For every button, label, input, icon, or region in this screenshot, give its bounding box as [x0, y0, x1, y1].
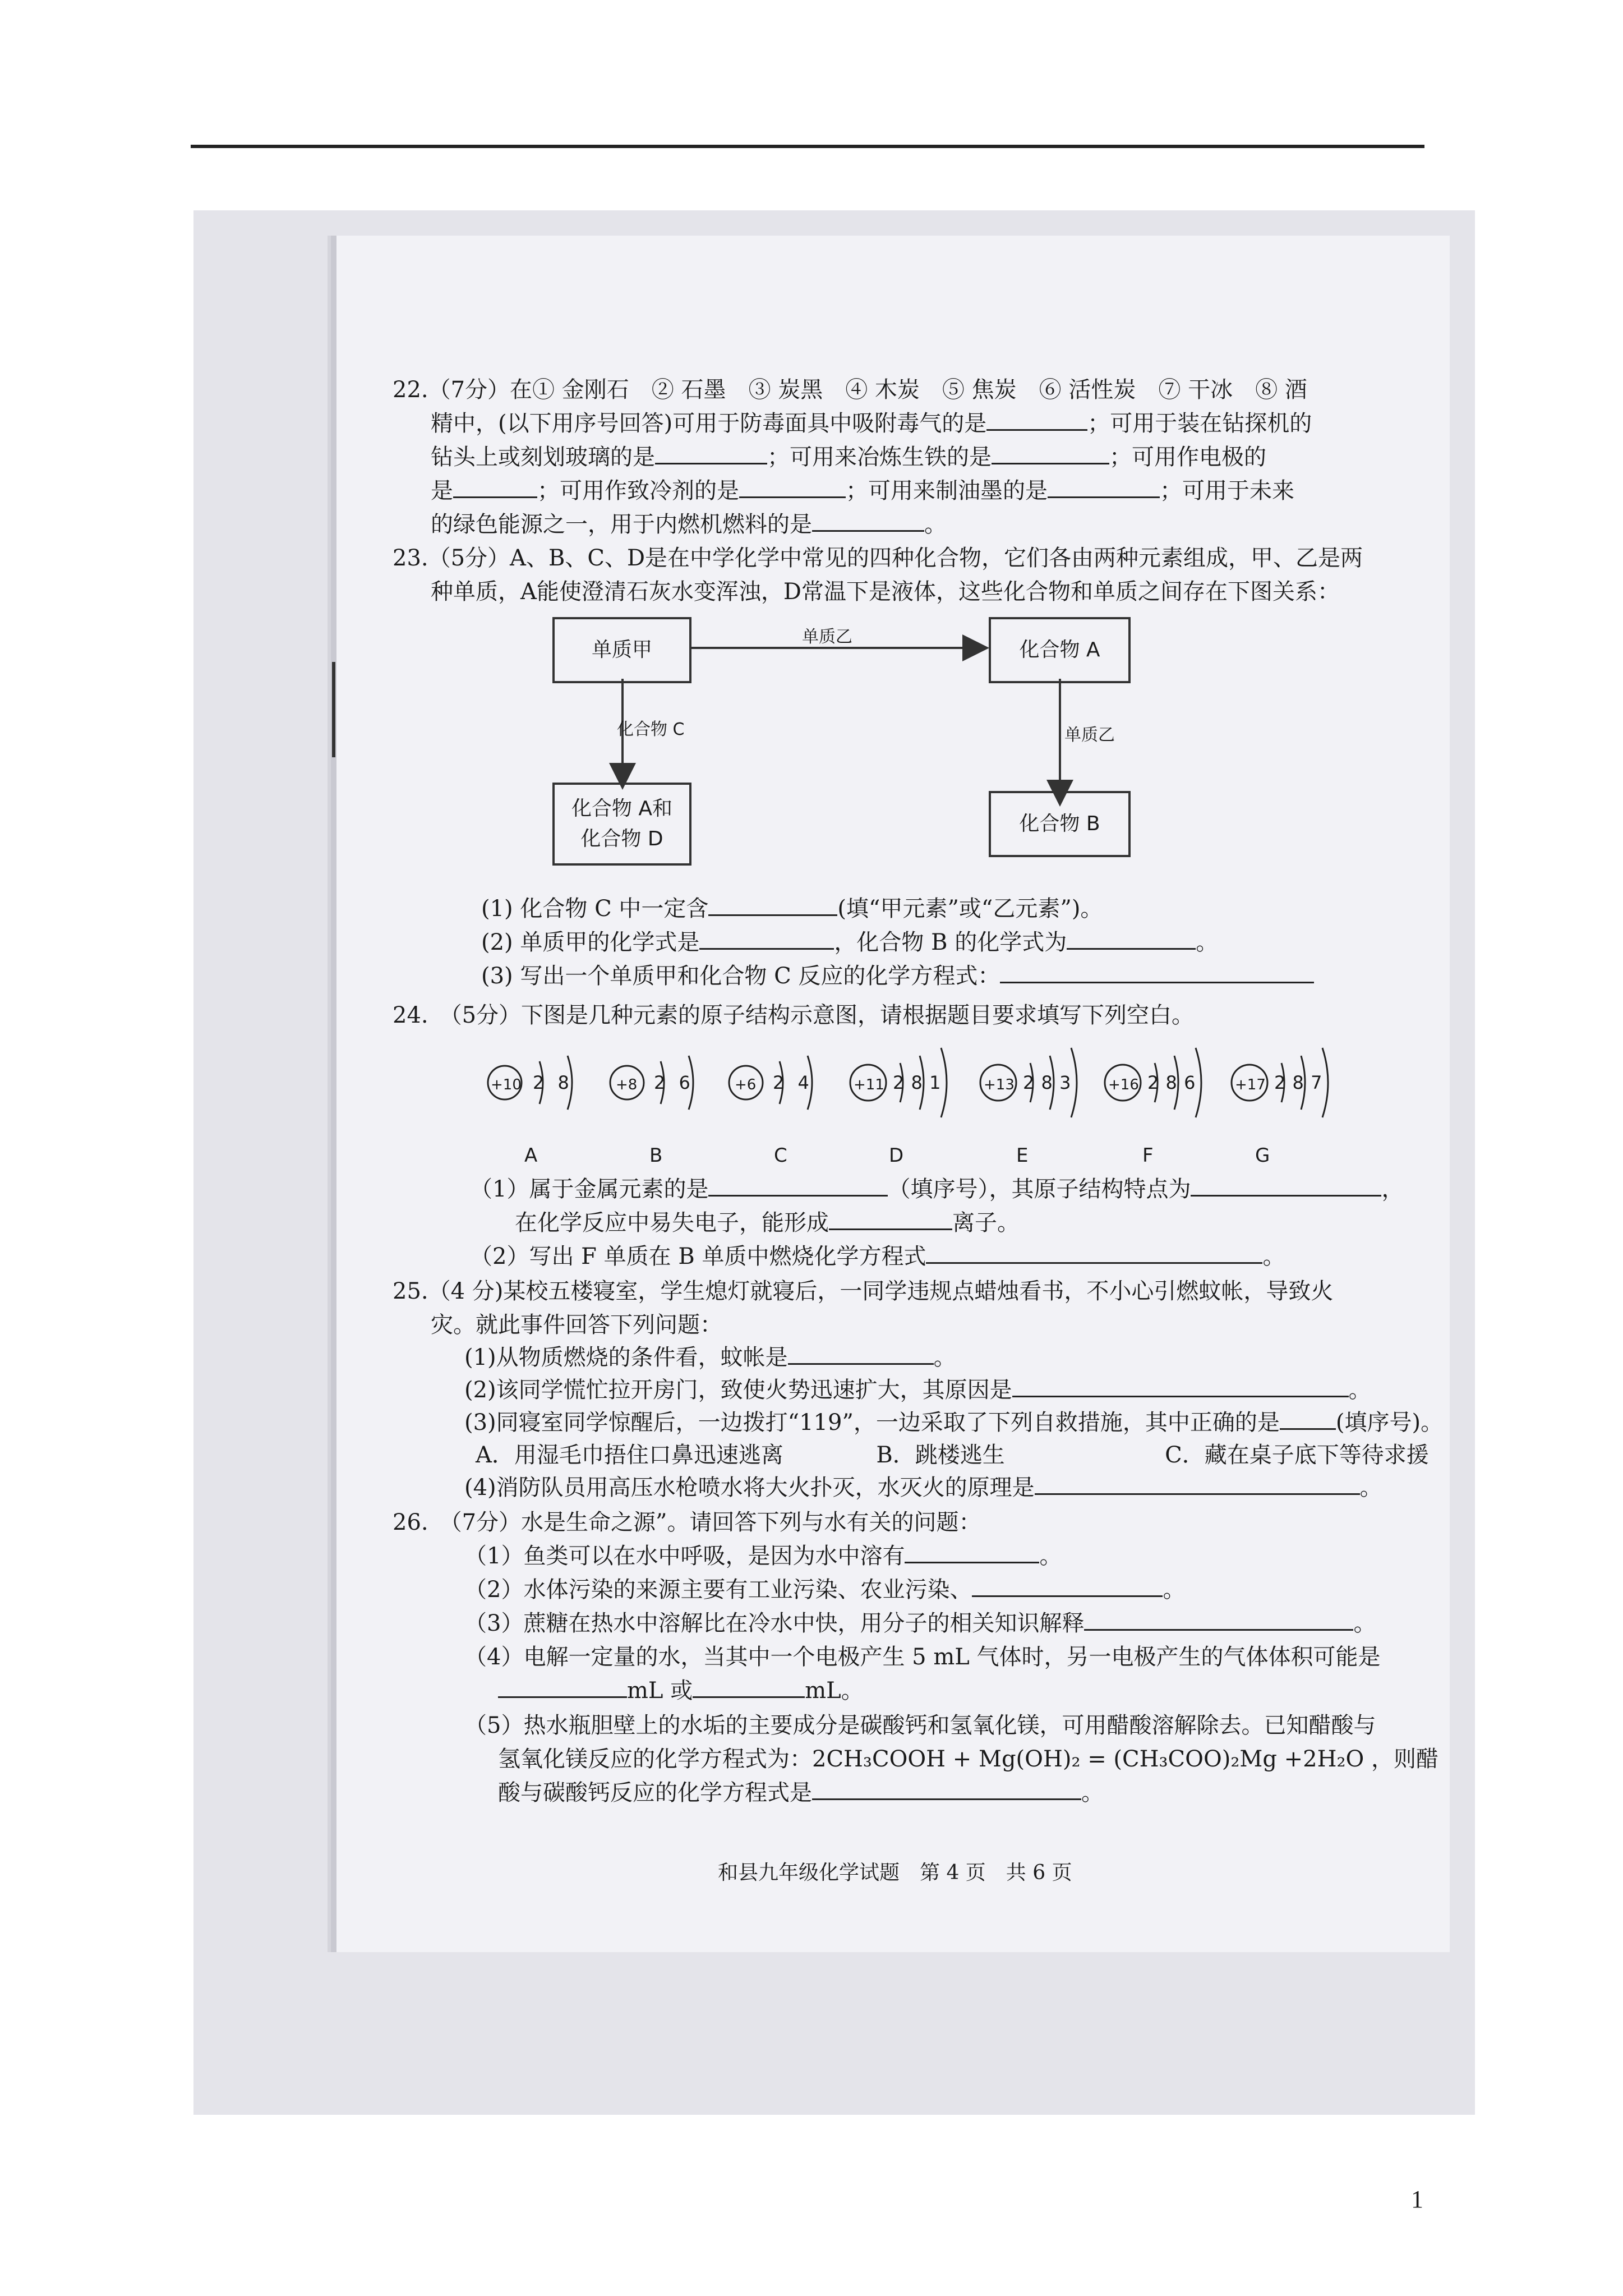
q24-line1: 24. （5分）下图是几种元素的原子结构示意图，请根据题目要求填写下列空白。 — [393, 1002, 1195, 1028]
q22-text: 钻头上或刻划玻璃的是 — [431, 444, 655, 470]
atom-b-shells: 2 6 — [654, 1072, 690, 1093]
atom-e-nucleus: +13 — [984, 1076, 1015, 1093]
box-compound-d-label: 化合物 D — [580, 827, 663, 850]
atom-a-label: A — [524, 1144, 538, 1167]
q26-blank-4[interactable] — [498, 1675, 627, 1698]
q25-text: (2)该同学慌忙拉开房门，致使火势迅速扩大，其原因是 — [464, 1377, 1012, 1403]
arrow-label-left: 化合物 C — [617, 720, 685, 739]
atom-d-nucleus: +11 — [854, 1076, 884, 1093]
q23-text: 。 — [1196, 930, 1219, 955]
q24-text: （2）写出 F 单质在 B 单质中燃烧化学方程式 — [470, 1244, 926, 1269]
q25-blank-1[interactable] — [788, 1342, 934, 1365]
q24-blank-3[interactable] — [829, 1207, 952, 1230]
q26-sub1 — [464, 1539, 1062, 1573]
atom-g-shells: 2 8 7 — [1274, 1072, 1322, 1093]
q24-blank-1[interactable] — [708, 1174, 888, 1197]
q22-text: 。 — [924, 512, 947, 537]
page-number: 1 — [1411, 2185, 1423, 2213]
q25-text: 。 — [933, 1345, 956, 1370]
q23-line2: 种单质，A能使澄清石灰水变浑浊，D常温下是液体，这些化合物和单质之间存在下图关系： — [431, 579, 1340, 605]
atom-f-shells: 2 8 6 — [1147, 1072, 1196, 1093]
q24-text: 在化学反应中易失电子，能形成 — [515, 1210, 829, 1236]
q26-sub4: （4）电解一定量的水，当其中一个电极产生 5 mL 气体时，另一电极产生的气体体积可能是 — [464, 1644, 1381, 1670]
atom-g-label: G — [1255, 1144, 1270, 1167]
exam-footer: 和县九年级化学试题 第 4 页 共 6 页 — [718, 1861, 1072, 1884]
q25-text: (填序号)。 — [1335, 1410, 1444, 1435]
q24-sub1 — [470, 1172, 1404, 1206]
q24-text: 离子。 — [952, 1210, 1020, 1236]
q24-sub2 — [470, 1240, 1285, 1273]
q26-sub5-line2: 氢氧化镁反应的化学方程式为：2CH₃COOH + Mg(OH)₂ = (CH₃COO)₂Mg +2H₂O ，则醋 — [498, 1746, 1439, 1772]
q22-line1: 22.（7分）在① 金刚石 ② 石墨 ③ 炭黑 ④ 木炭 ⑤ 焦炭 ⑥ 活性炭 ⑦ 干冰 ⑧ 酒 — [393, 377, 1307, 403]
q25-blank-4[interactable] — [1035, 1472, 1360, 1495]
q22-text: ；可用来制油墨的是 — [846, 478, 1048, 504]
q26-text: 。 — [1081, 1780, 1104, 1806]
q24-text: ， — [1381, 1176, 1404, 1202]
atom-f-nucleus: +16 — [1108, 1076, 1139, 1093]
q22-text: 的绿色能源之一，用于内燃机燃料的是 — [431, 512, 812, 537]
q25-text: 。 — [1348, 1377, 1371, 1403]
q24-blank-2[interactable] — [1191, 1174, 1381, 1197]
q26-text: mL。 — [805, 1678, 864, 1704]
arrow-label-right: 单质乙 — [1064, 725, 1115, 745]
atom-b-label: B — [649, 1144, 663, 1167]
q25-option-c[interactable]: C．藏在桌子底下等待求援 — [1165, 1442, 1429, 1468]
q25-blank-3[interactable] — [1280, 1407, 1336, 1430]
q22-text: 是 — [431, 478, 453, 504]
q22-text: ；可用作致冷剂的是 — [537, 478, 739, 504]
q23-text: ，化合物 B 的化学式为 — [834, 930, 1067, 955]
box-compound-a: 化合物 A — [989, 617, 1131, 683]
atom-f-label: F — [1142, 1144, 1154, 1167]
q25-option-b[interactable]: B．跳楼逃生 — [876, 1442, 1005, 1468]
q25-sub1 — [464, 1341, 956, 1374]
q26-blank-3[interactable] — [1084, 1608, 1353, 1631]
q25-sub4 — [464, 1471, 1382, 1504]
q26-text: 。 — [1353, 1611, 1376, 1636]
q22-text: 精中，(以下用序号回答)可用于防毒面具中吸附毒气的是 — [431, 411, 987, 436]
atom-a-nucleus: +10 — [491, 1076, 522, 1093]
q26-blank-6[interactable] — [812, 1777, 1081, 1800]
box-simple-substance-jia: 单质甲 — [552, 617, 691, 683]
q26-text: （3）蔗糖在热水中溶解比在冷水中快，用分子的相关知识解释 — [464, 1611, 1085, 1636]
arrow-label-top: 单质乙 — [802, 627, 852, 647]
q25-text: (3)同寝室同学惊醒后，一边拨打“119”，一边采取了下列自救措施，其中正确的是 — [464, 1410, 1280, 1435]
q26-sub2 — [464, 1573, 1185, 1607]
q26-text: （2）水体污染的来源主要有工业污染、农业污染、 — [464, 1577, 972, 1603]
atom-c-shells: 2 4 — [773, 1072, 809, 1093]
atom-c-label: C — [774, 1144, 787, 1167]
atom-c-nucleus: +6 — [735, 1076, 757, 1093]
q22-text: ；可用作电极的 — [1109, 444, 1266, 470]
atom-d-shells: 2 8 1 — [893, 1072, 941, 1093]
q26-text: 。 — [1163, 1577, 1186, 1603]
q26-blank-2[interactable] — [972, 1574, 1163, 1597]
q23-line1: 23.（5分）A、B、C、D是在中学化学中常见的四种化合物，它们各由两种元素组成，甲、乙是两 — [393, 545, 1363, 571]
q24-text: （填序号），其原子结构特点为 — [888, 1176, 1191, 1202]
q25-option-a[interactable]: A．用湿毛巾捂住口鼻迅速逃离 — [476, 1442, 783, 1468]
q26-sub5: （5）热水瓶胆壁上的水垢的主要成分是碳酸钙和氢氧化镁，可用醋酸溶解除去。已知醋酸与 — [464, 1713, 1376, 1738]
atom-e-shells: 2 8 3 — [1023, 1072, 1071, 1093]
q23-text: (3) 写出一个单质甲和化合物 C 反应的化学方程式： — [481, 963, 1000, 989]
q22-text: ；可用来冶炼生铁的是 — [767, 444, 992, 470]
q25-sub3 — [464, 1406, 1443, 1439]
q26-text: 酸与碳酸钙反应的化学方程式是 — [498, 1780, 812, 1806]
atom-a-shells: 2 8 — [533, 1072, 569, 1093]
q26-sub5-line3 — [498, 1776, 1104, 1810]
q25-sub2 — [464, 1373, 1371, 1407]
q26-text: 。 — [1039, 1543, 1062, 1569]
q25-text: (1)从物质燃烧的条件看，蚊帐是 — [464, 1345, 788, 1370]
q25-text: 。 — [1359, 1475, 1382, 1501]
q25-options — [476, 1438, 1429, 1472]
q23-text: (1) 化合物 C 中一定含 — [481, 896, 709, 922]
q25-blank-2[interactable] — [1012, 1374, 1349, 1397]
q25-line2: 灾。就此事件回答下列问题： — [431, 1312, 722, 1338]
q26-sub4-cont — [498, 1674, 864, 1708]
q24-text: （1）属于金属元素的是 — [470, 1176, 709, 1202]
q26-blank-1[interactable] — [905, 1540, 1039, 1563]
q22-text: ；可用于装在钻探机的 — [1087, 411, 1312, 436]
q26-text: mL 或 — [627, 1678, 693, 1704]
q26-line1: 26. （7分）水是生命之源”。请回答下列与水有关的问题： — [393, 1510, 981, 1535]
atom-b-nucleus: +8 — [616, 1076, 638, 1093]
q23-text: (填“甲元素”或“乙元素”)。 — [837, 896, 1103, 922]
atom-e-label: E — [1016, 1144, 1029, 1167]
atom-d-label: D — [889, 1144, 904, 1167]
q24-blank-4[interactable] — [926, 1241, 1262, 1264]
q26-sub3 — [464, 1607, 1376, 1640]
box-compound-a-and-label: 化合物 A和 — [571, 797, 673, 820]
q25-line1: 25.（4 分)某校五楼寝室，学生熄灯就寝后，一同学违规点蜡烛看书，不小心引燃蚊帐，导致火 — [393, 1278, 1334, 1304]
q23-text: (2) 单质甲的化学式是 — [481, 930, 700, 955]
q26-text: （1）鱼类可以在水中呼吸，是因为水中溶有 — [464, 1543, 905, 1569]
q25-text: (4)消防队员用高压水枪喷水将大火扑灭，水灭火的原理是 — [464, 1475, 1035, 1501]
q24-text: 。 — [1262, 1244, 1285, 1269]
atom-g-nucleus: +17 — [1235, 1076, 1266, 1093]
q26-blank-5[interactable] — [693, 1675, 805, 1698]
q24-sub1-cont — [515, 1206, 1020, 1240]
q22-text: ；可用于未来 — [1160, 478, 1294, 504]
box-compound-b: 化合物 B — [989, 791, 1131, 857]
